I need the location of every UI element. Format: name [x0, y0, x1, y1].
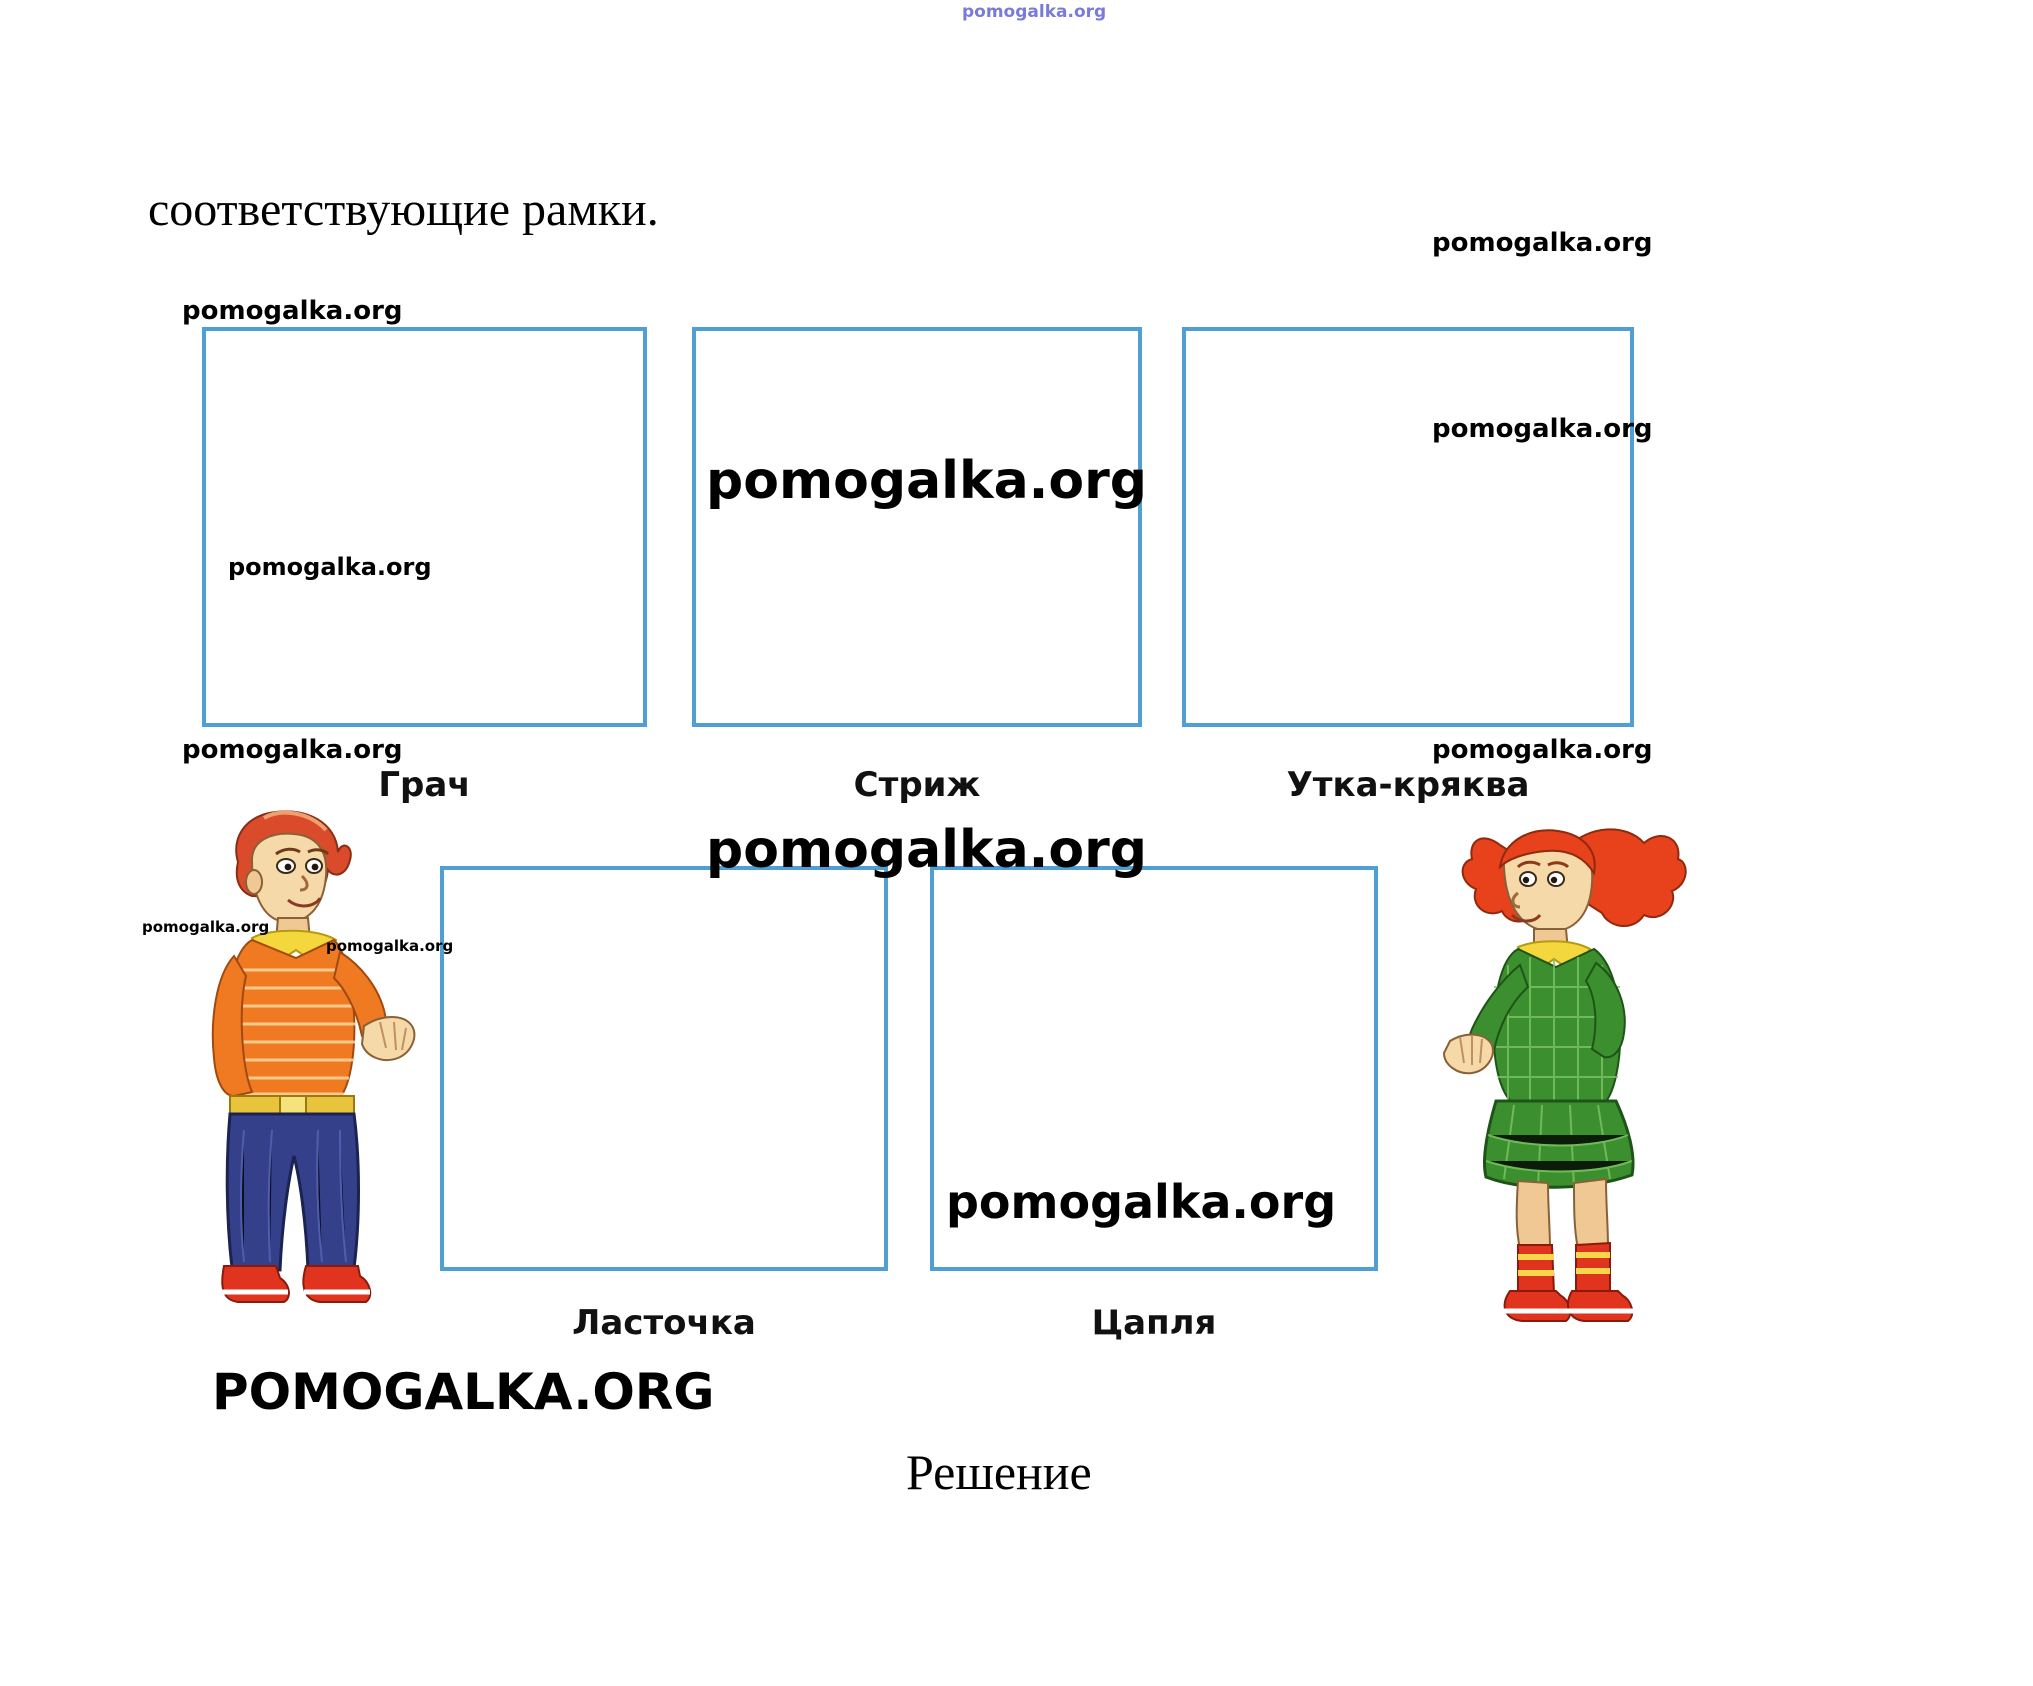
watermark-text: pomogalka.org [1432, 228, 1653, 258]
box-caption-tsaplya: Цапля [1091, 1303, 1217, 1343]
answer-box-strizh[interactable] [692, 327, 1142, 727]
watermark-text: pomogalka.org [946, 1175, 1337, 1229]
watermark-text: pomogalka.org [962, 2, 1107, 22]
boy-character [168, 800, 428, 1330]
box-caption-strizh: Стриж [853, 765, 981, 805]
watermark-text: pomogalka.org [228, 553, 432, 581]
girl-character [1438, 805, 1688, 1330]
watermark-text: pomogalka.org [706, 451, 1148, 511]
answer-box-lastochka[interactable] [440, 866, 888, 1271]
box-caption-utka-kryakva: Утка-кряква [1286, 765, 1530, 805]
watermark-text: pomogalka.org [706, 820, 1148, 880]
solution-label: Решение [906, 1444, 1092, 1500]
watermark-text: pomogalka.org [182, 735, 403, 765]
watermark-text: pomogalka.org [142, 918, 270, 936]
answer-box-grach[interactable] [202, 327, 647, 727]
watermark-text: pomogalka.org [1432, 414, 1653, 444]
page-title: соответствующие рамки. [148, 183, 659, 236]
watermark-text: pomogalka.org [326, 937, 454, 955]
answer-box-utka-kryakva[interactable] [1182, 327, 1634, 727]
box-caption-lastochka: Ласточка [572, 1303, 756, 1343]
answer-box-tsaplya[interactable] [930, 866, 1378, 1271]
watermark-text: POMOGALKA.ORG [212, 1363, 715, 1421]
box-caption-grach: Грач [378, 765, 471, 805]
watermark-text: pomogalka.org [1432, 735, 1653, 765]
watermark-text: pomogalka.org [182, 296, 403, 326]
